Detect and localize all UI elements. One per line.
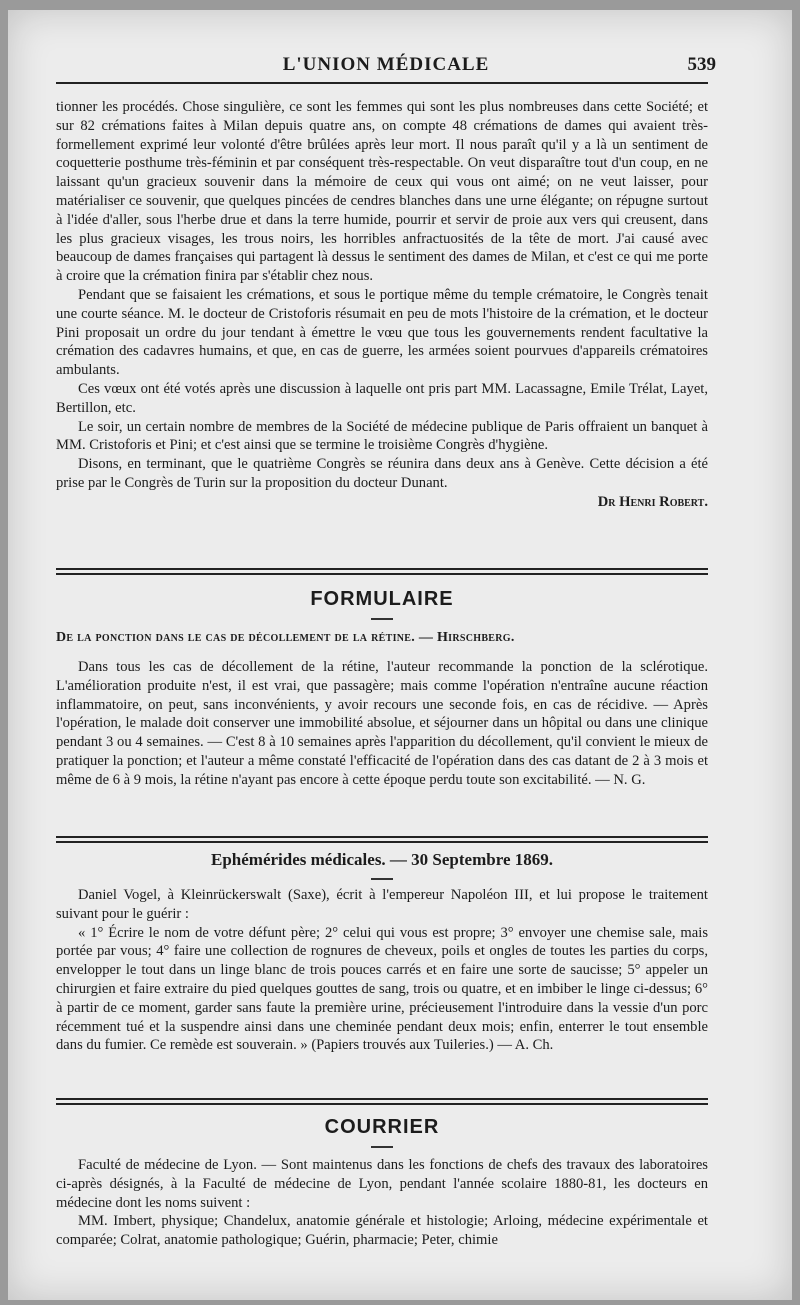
courrier-title: COURRIER <box>324 1116 440 1138</box>
article-paragraph: Disons, en terminant, que le quatrième Congrès se réunira dans deux ans à Genève. Cette décision a été prise par le Congrès de Turin sur la proposition du docteur Dunant. <box>56 456 708 491</box>
running-title: L'UNION MÉDICALE <box>282 54 490 75</box>
formulaire-title: FORMULAIRE <box>310 588 454 610</box>
journal-page <box>8 10 792 1300</box>
page-number: 539 <box>687 54 716 75</box>
section-divider <box>56 836 708 843</box>
title-dash <box>371 618 393 620</box>
article-paragraph: Pendant que se faisaient les crémations, et sous le portique même du temple crématoire, le Congrès tenait une courte séance. M. le docteur de Cristoforis résumait en peu de mots l'histoire de la crémation, et le docteur Pini proposait un ordre du jour tendant à émettre le vœu que tous les gouvernements rendent facultative la crémation des cadavres humains, et que, en cas de guerre, les armées soient pourvues d'appareils crématoires ambulants. <box>56 286 708 379</box>
section-divider <box>56 1098 708 1105</box>
courrier-body <box>56 1156 708 1250</box>
ephemerides-paragraph: Daniel Vogel, à Kleinrückerswalt (Saxe), écrit à l'empereur Napoléon III, et lui propose le traitement suivant pour le guérir : <box>56 887 708 922</box>
article-signature: Dr Henri Robert. <box>597 493 708 510</box>
ephemerides-title: Ephémérides médicales. — 30 Septembre 1869. <box>210 850 553 869</box>
formulaire-paragraph: Dans tous les cas de décollement de la rétine, l'auteur recommande la ponction de la sclérotique. L'amélioration produite n'est, il est vrai, que passagère; mais comme l'opération n'entraîne aucune réaction inflammatoire, on peut, sans inconvénients, y avoir recours une seconde fois, en cas de récidive. — Après l'opération, le malade doit conserver une immobilité absolue, et séjourner dans un hôpital ou dans une clinique pendant 3 ou 4 semaines. — C'est 8 à 10 semaines après l'apparition du décollement, qu'il convient le mieux de pratiquer la ponction; et l'auteur a même constaté l'efficacité de l'opération dans des cas datant de 2 à 3 mois et même de 6 à 9 mois, la rétine n'ayant pas encore à cette époque perdu toute son excitabilité. — N. G. <box>56 659 708 788</box>
title-dash <box>371 1146 393 1148</box>
article-paragraph: tionner les procédés. Chose singulière, ce sont les femmes qui sont les plus nombreuses dans cette Société; et sur 82 crémations faites à Milan depuis quatre ans, on compte 48 crémations de dames qui avaient très-formellement exprimé leur volonté d'être brûlées après leur mort. Il nous paraît qu'il y a là un sentiment de coquetterie posthume très-féminin et par conséquent très-respectable. On veut disparaître tout d'un coup, en ne laissant qu'un gracieux souvenir dans la mémoire de ceux qui vous ont aimé; on ne veut laisser, pour matérialiser ce souvenir, que quelques pincées de cendres blanches dans une urne élégante; on répugne surtout à l'idée d'aller, sous l'herbe drue et dans la terre humide, pourrir et servir de proie aux vers qui creusent, dans les plus gracieux visages, les trous noirs, les horribles anfractuosités de la tête de mort. J'ai causé avec beaucoup de dames françaises qui partagent là dessus le sentiment des dames de Milan, et c'est ce qui me porte à croire que la crémation finira par s'établir chez nous. <box>56 99 708 285</box>
formulaire-subheading: De la ponction dans le cas de décollement de la rétine. — Hirschberg. <box>56 630 515 645</box>
page-header <box>56 54 716 76</box>
title-dash <box>371 878 393 880</box>
courrier-paragraph: MM. Imbert, physique; Chandelux, anatomie générale et histologie; Arloing, médecine expérimentale et comparée; Colrat, anatomie pathologique; Guérin, pharmacie; Peter, chimie <box>56 1213 708 1249</box>
ephemerides-paragraph: « 1° Écrire le nom de votre défunt père; 2° celui qui vous est propre; 3° envoyer une chemise sale, mais portée par vous; 4° faire une collection de rognures de cheveux, poils et ongles de toutes les parties du corps, envelopper le tout dans un linge blanc de trois pouces carrés et en faire une sorte de saucisse; 5° appeler un chirurgien et faire extraire du pied quelques gouttes de sang, trois ou quatre, et en imbiber le linge ci-dessus; 6° à partir de ce moment, garder sans faute la première urine, précieusement l'introduire dans la vessie d'un porc récemment tué et la suspendre ainsi dans une cheminée pendant deux mois; enfin, enterrer le tout ensemble dans du fumier. Ce remède est souverain. » (Papiers trouvés aux Tuileries.) — A. Ch. <box>56 924 708 1054</box>
formulaire-body <box>56 658 708 790</box>
courrier-paragraph: Faculté de médecine de Lyon. — Sont maintenus dans les fonctions de chefs des travaux des laboratoires ci-après désignés, à la Faculté de médecine de Lyon, pendant l'année scolaire 1880-81, les docteurs en médecine dont les noms suivent : <box>56 1157 708 1211</box>
header-rule <box>56 82 708 84</box>
ephemerides-body <box>56 886 708 1055</box>
cremation-article <box>56 98 708 512</box>
article-paragraph: Ces vœux ont été votés après une discussion à laquelle ont pris part MM. Lacassagne, Emile Trélat, Layet, Bertillon, etc. <box>56 380 708 416</box>
section-divider <box>56 568 708 575</box>
article-paragraph: Le soir, un certain nombre de membres de la Société de médecine publique de Paris offraient un banquet à MM. Cristoforis et Pini; et c'est ainsi que se termine le troisième Congrès d'hygiène. <box>56 418 708 454</box>
